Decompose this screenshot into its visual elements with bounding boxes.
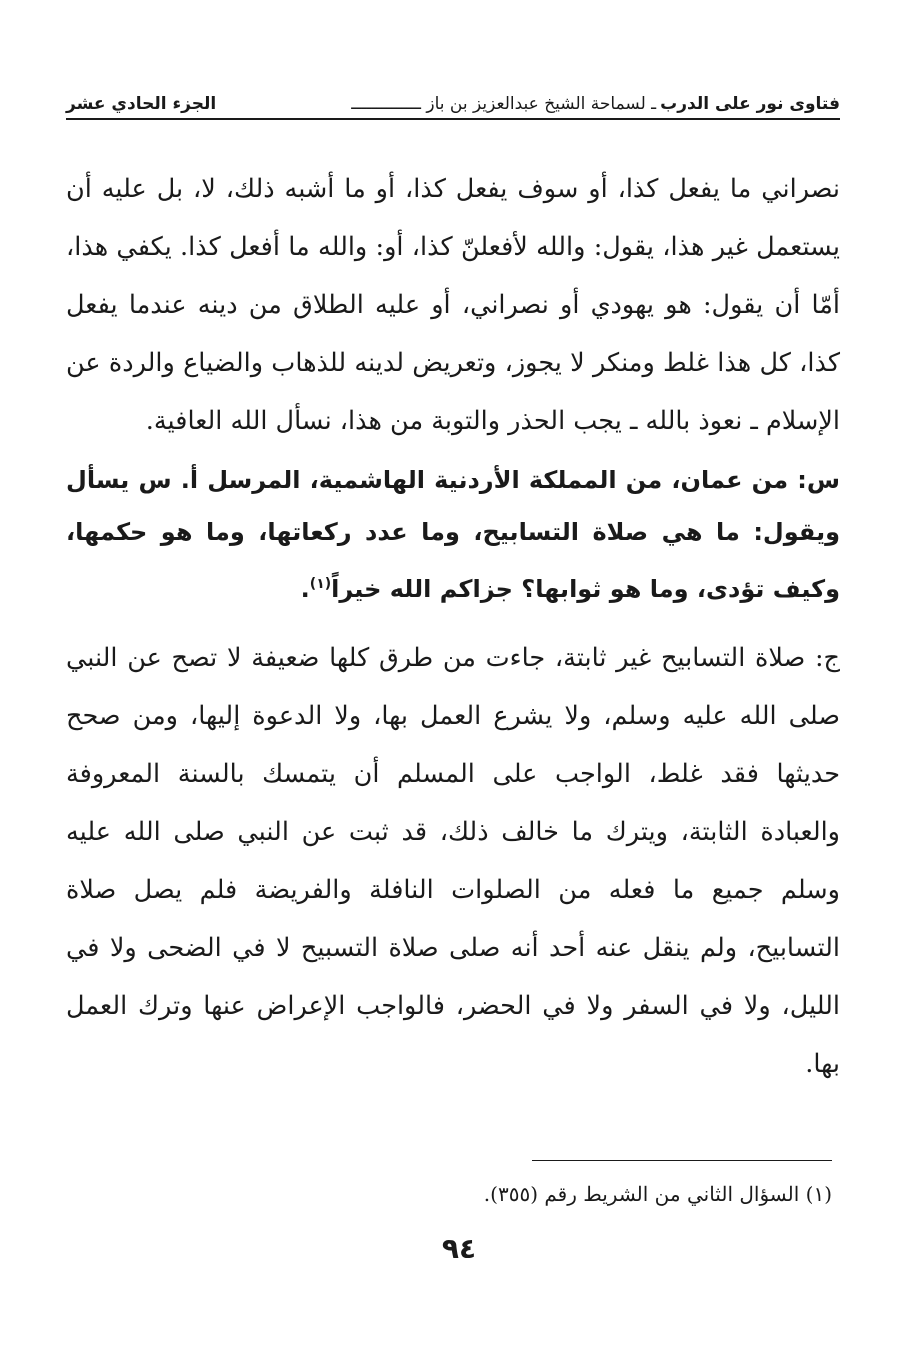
answer-paragraph: ج: صلاة التسابيح غير ثابتة، جاءت من طرق كلها ضعيفة لا تصح عن النبي صلى الله عليه وسلم، ولا يشرع العمل بها، ولا الدعوة إليها، ومن صحح حديثها فقد غلط، الواجب على المسلم أن يتمسك بالسنة المعروفة والعبادة الثابتة، ويترك ما خالف ذلك، قد ثبت عن النبي صلى الله عليه وسلم جميع ما فعله من الصلوات النافلة والفريضة فلم يصل صلاة التسابيح، ولم ينقل عنه أحد أنه صلى صلاة التسبيح لا في الضحى ولا في الليل، ولا في السفر ولا في الحضر، فالواجب الإعراض عنها وترك العمل بها. <box>66 643 840 1079</box>
question-paragraph <box>66 454 840 615</box>
header-author: ـ لسماحة الشيخ عبدالعزيز بن باز ــــــــــــــ <box>351 94 657 114</box>
main-text <box>66 160 840 1093</box>
question-end: . <box>300 575 310 603</box>
paragraph-continuation: نصراني ما يفعل كذا، أو سوف يفعل كذا، أو ما أشبه ذلك، لا، بل عليه أن يستعمل غير هذا، يقول: والله لأفعلنّ كذا، أو: والله ما أفعل كذا. يكفي هذا، أمّا أن يقول: هو يهودي أو نصراني، أو عليه الطلاق من دينه عندما يفعل كذا، كل هذا غلط ومنكر لا يجوز، وتعريض لدينه للذهاب والضياع والردة عن الإسلام ـ نعوذ بالله ـ يجب الحذر والتوبة من هذا، نسأل الله العافية. <box>66 174 840 436</box>
header-series-title: فتاوى نور على الدرب <box>660 94 840 114</box>
page-number: ٩٤ <box>441 1232 477 1265</box>
footnote: (١) السؤال الثاني من الشريط رقم (٣٥٥). <box>483 1182 832 1206</box>
question-text: س: من عمان، من المملكة الأردنية الهاشمية، المرسل أ. س يسأل ويقول: ما هي صلاة التسابيح، وما عدد ركعاتها، وما هو حكمها، وكيف تؤدى، وما هو ثوابها؟ جزاكم الله خيراً <box>66 466 840 603</box>
header-title-group <box>351 94 840 114</box>
header-volume: الجزء الحادي عشر <box>66 94 217 114</box>
footnote-marker: (١) <box>309 576 332 592</box>
footnote-separator <box>532 1160 832 1161</box>
running-header <box>66 86 840 120</box>
